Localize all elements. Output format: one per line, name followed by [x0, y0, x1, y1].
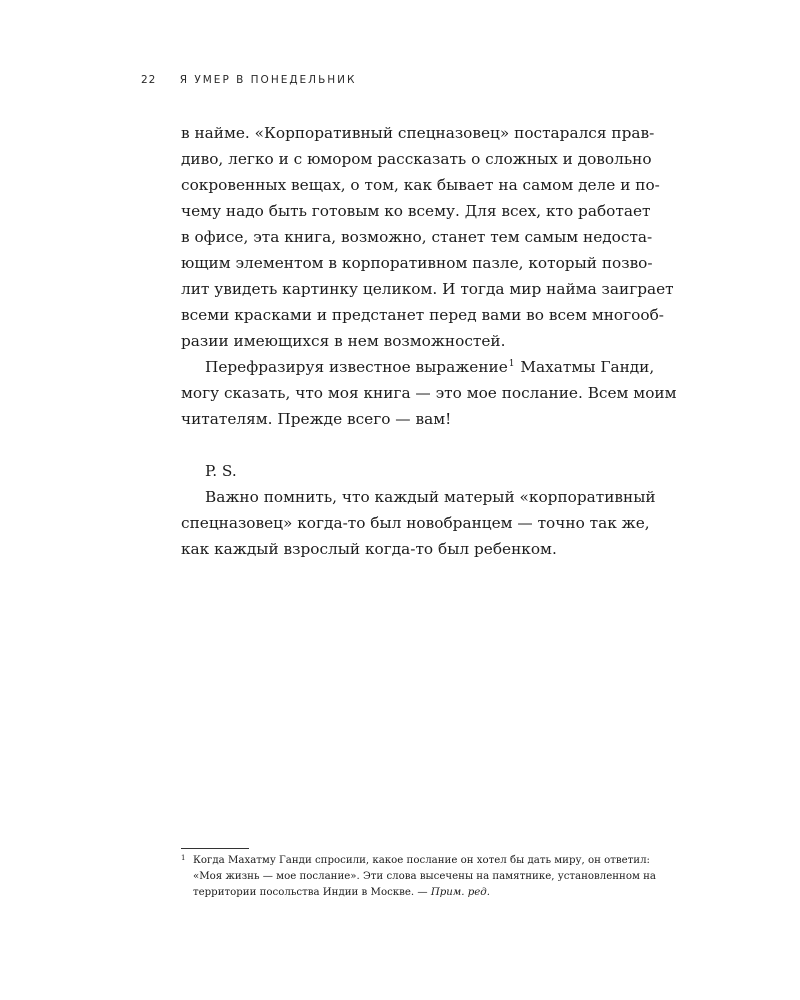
- footnote-divider: [181, 848, 249, 849]
- text-fragment: Махатмы Ганди,: [515, 358, 655, 376]
- page-number: 22: [141, 74, 157, 86]
- text-line: читателям. Прежде всего — вам!: [181, 410, 452, 428]
- footnote-line: [181, 885, 641, 901]
- footnote-text: территории посольства Индии в Москве. —: [193, 887, 431, 898]
- text-line: в найме. «Корпоративный спецназовец» постарался прав-: [181, 124, 655, 142]
- editor-note: Прим. ред.: [430, 887, 490, 898]
- running-title: Я УМЕР В ПОНЕДЕЛЬНИК: [179, 74, 357, 86]
- text-line: сокровенных вещах, о том, как бывает на самом деле и по-: [181, 176, 660, 194]
- text-line: в офисе, эта книга, возможно, станет тем самым недоста-: [181, 228, 653, 246]
- paragraph-gap: [181, 432, 641, 458]
- text-line: диво, легко и с юмором рассказать о сложных и довольно: [181, 150, 652, 168]
- footnote: [181, 853, 657, 901]
- running-head: [141, 74, 357, 86]
- footnote-text: Когда Махатму Ганди спросили, какое послание он хотел бы дать миру, он ответил:: [193, 855, 650, 866]
- text-line: могу сказать, что моя книга — это мое послание. Всем моим: [181, 384, 677, 402]
- text-line: спецназовец» когда-то был новобранцем — точно так же,: [181, 514, 650, 532]
- footnote-line: 1 Когда Махатму Ганди спросили, какое послание он хотел бы дать миру, он ответил:: [181, 854, 650, 866]
- text-line: Важно помнить, что каждый матерый «корпоративный: [205, 488, 656, 506]
- ps-label: P. S.: [205, 462, 237, 480]
- text-line: ющим элементом в корпоративном пазле, который позво-: [181, 254, 653, 272]
- text-line: [181, 354, 655, 380]
- text-line: чему надо быть готовым ко всему. Для всех, кто работает: [181, 202, 651, 220]
- text-line: всеми красками и предстанет перед вами во всем многооб-: [181, 306, 664, 324]
- text-line: разии имеющихся в нем возможностей.: [181, 332, 506, 350]
- main-text: [181, 120, 677, 562]
- text-line: лит увидеть картинку целиком. И тогда мир найма заиграет: [181, 280, 674, 298]
- footnote-reference[interactable]: 1: [508, 359, 515, 369]
- text-fragment: Перефразируя известное выражение: [205, 358, 508, 376]
- footnote-line: «Моя жизнь — мое послание». Эти слова высечены на памятнике, установленном на: [193, 871, 657, 882]
- text-line: как каждый взрослый когда-то был ребенком.: [181, 540, 557, 558]
